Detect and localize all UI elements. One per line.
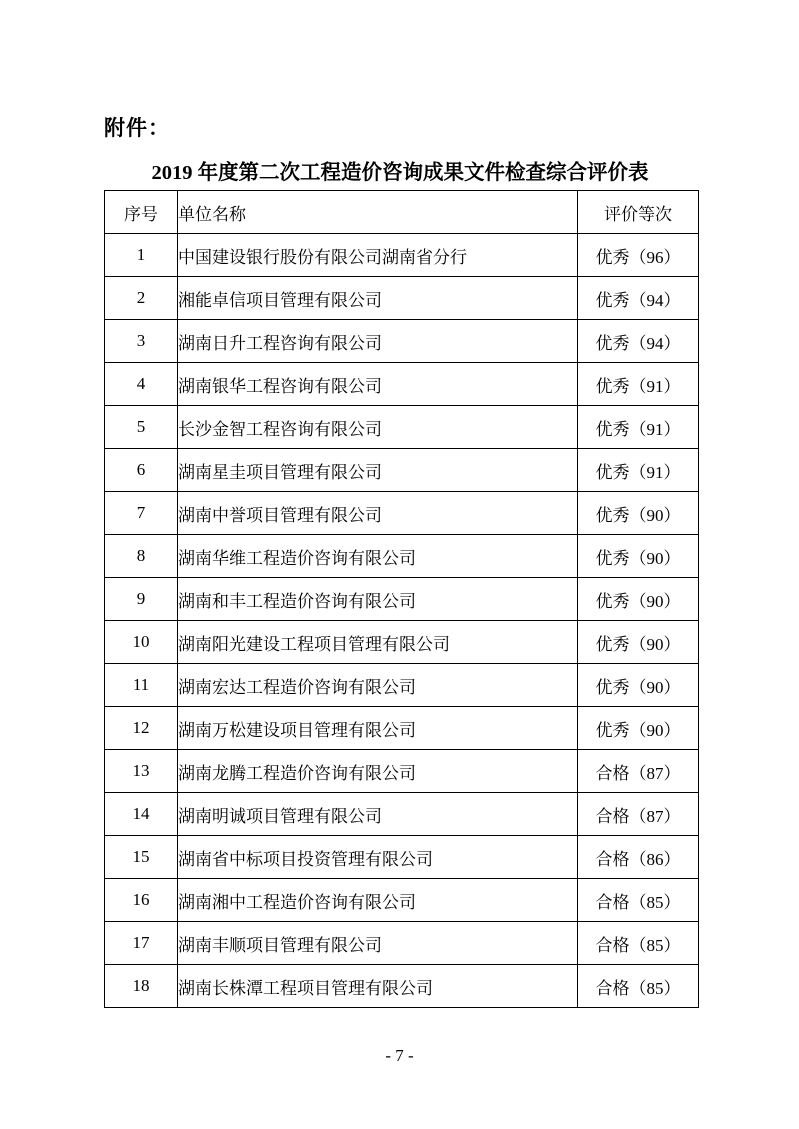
cell-grade: 优秀（90） — [578, 621, 699, 664]
cell-name: 湖南华维工程造价咨询有限公司 — [178, 535, 578, 578]
table-row — [105, 965, 699, 1008]
cell-name: 湖南星圭项目管理有限公司 — [178, 449, 578, 492]
table-row — [105, 707, 699, 750]
cell-grade: 优秀（91） — [578, 449, 699, 492]
cell-grade: 合格（86） — [578, 836, 699, 879]
table-row — [105, 406, 699, 449]
page-number: - 7 - — [385, 1046, 414, 1065]
cell-grade: 优秀（90） — [578, 707, 699, 750]
cell-name: 湖南和丰工程造价咨询有限公司 — [178, 578, 578, 621]
cell-grade: 优秀（91） — [578, 363, 699, 406]
cell-grade: 合格（85） — [578, 922, 699, 965]
table-row — [105, 449, 699, 492]
cell-no: 13 — [105, 750, 178, 793]
table-row — [105, 320, 699, 363]
table-row — [105, 234, 699, 277]
cell-grade: 优秀（90） — [578, 578, 699, 621]
column-header-name: 单位名称 — [178, 191, 578, 234]
cell-name: 湖南丰顺项目管理有限公司 — [178, 922, 578, 965]
cell-name: 湖南长株潭工程项目管理有限公司 — [178, 965, 578, 1008]
column-header-grade: 评价等次 — [578, 191, 699, 234]
cell-name: 湖南中誉项目管理有限公司 — [178, 492, 578, 535]
cell-name: 湖南万松建设项目管理有限公司 — [178, 707, 578, 750]
page-title: 2019 年度第二次工程造价咨询成果文件检查综合评价表 — [151, 162, 649, 184]
table-row — [105, 793, 699, 836]
cell-grade: 合格（87） — [578, 750, 699, 793]
cell-no: 3 — [105, 320, 178, 363]
cell-name: 湖南龙腾工程造价咨询有限公司 — [178, 750, 578, 793]
cell-name: 湘能卓信项目管理有限公司 — [178, 277, 578, 320]
cell-grade: 合格（85） — [578, 965, 699, 1008]
cell-name: 湖南阳光建设工程项目管理有限公司 — [178, 621, 578, 664]
cell-no: 15 — [105, 836, 178, 879]
cell-grade: 优秀（90） — [578, 492, 699, 535]
table-row — [105, 578, 699, 621]
cell-no: 14 — [105, 793, 178, 836]
cell-no: 7 — [105, 492, 178, 535]
cell-no: 5 — [105, 406, 178, 449]
table-row — [105, 621, 699, 664]
cell-no: 17 — [105, 922, 178, 965]
cell-name: 湖南银华工程咨询有限公司 — [178, 363, 578, 406]
cell-name: 湖南明诚项目管理有限公司 — [178, 793, 578, 836]
cell-no: 1 — [105, 234, 178, 277]
attachment-label: 附件： — [104, 116, 170, 140]
cell-no: 2 — [105, 277, 178, 320]
table-row — [105, 363, 699, 406]
cell-name: 长沙金智工程咨询有限公司 — [178, 406, 578, 449]
cell-no: 9 — [105, 578, 178, 621]
cell-grade: 优秀（91） — [578, 406, 699, 449]
cell-no: 18 — [105, 965, 178, 1008]
cell-grade: 合格（87） — [578, 793, 699, 836]
cell-name: 湖南湘中工程造价咨询有限公司 — [178, 879, 578, 922]
cell-grade: 优秀（94） — [578, 320, 699, 363]
cell-grade: 优秀（96） — [578, 234, 699, 277]
column-header-no: 序号 — [105, 191, 178, 234]
cell-grade: 优秀（90） — [578, 664, 699, 707]
table-header — [105, 191, 699, 234]
cell-grade: 优秀（94） — [578, 277, 699, 320]
table-row — [105, 535, 699, 578]
table-row — [105, 836, 699, 879]
cell-no: 12 — [105, 707, 178, 750]
cell-name: 湖南省中标项目投资管理有限公司 — [178, 836, 578, 879]
cell-grade: 优秀（90） — [578, 535, 699, 578]
cell-no: 6 — [105, 449, 178, 492]
evaluation-table — [104, 190, 699, 1008]
table-body — [105, 234, 699, 1008]
table-row — [105, 277, 699, 320]
cell-no: 8 — [105, 535, 178, 578]
cell-name: 湖南日升工程咨询有限公司 — [178, 320, 578, 363]
cell-no: 10 — [105, 621, 178, 664]
cell-no: 11 — [105, 664, 178, 707]
cell-no: 4 — [105, 363, 178, 406]
table-row — [105, 492, 699, 535]
cell-name: 湖南宏达工程造价咨询有限公司 — [178, 664, 578, 707]
table-row — [105, 879, 699, 922]
cell-no: 16 — [105, 879, 178, 922]
cell-name: 中国建设银行股份有限公司湖南省分行 — [178, 234, 578, 277]
table-row — [105, 750, 699, 793]
table-row — [105, 922, 699, 965]
table-row — [105, 664, 699, 707]
cell-grade: 合格（85） — [578, 879, 699, 922]
table-header-row — [105, 191, 699, 234]
